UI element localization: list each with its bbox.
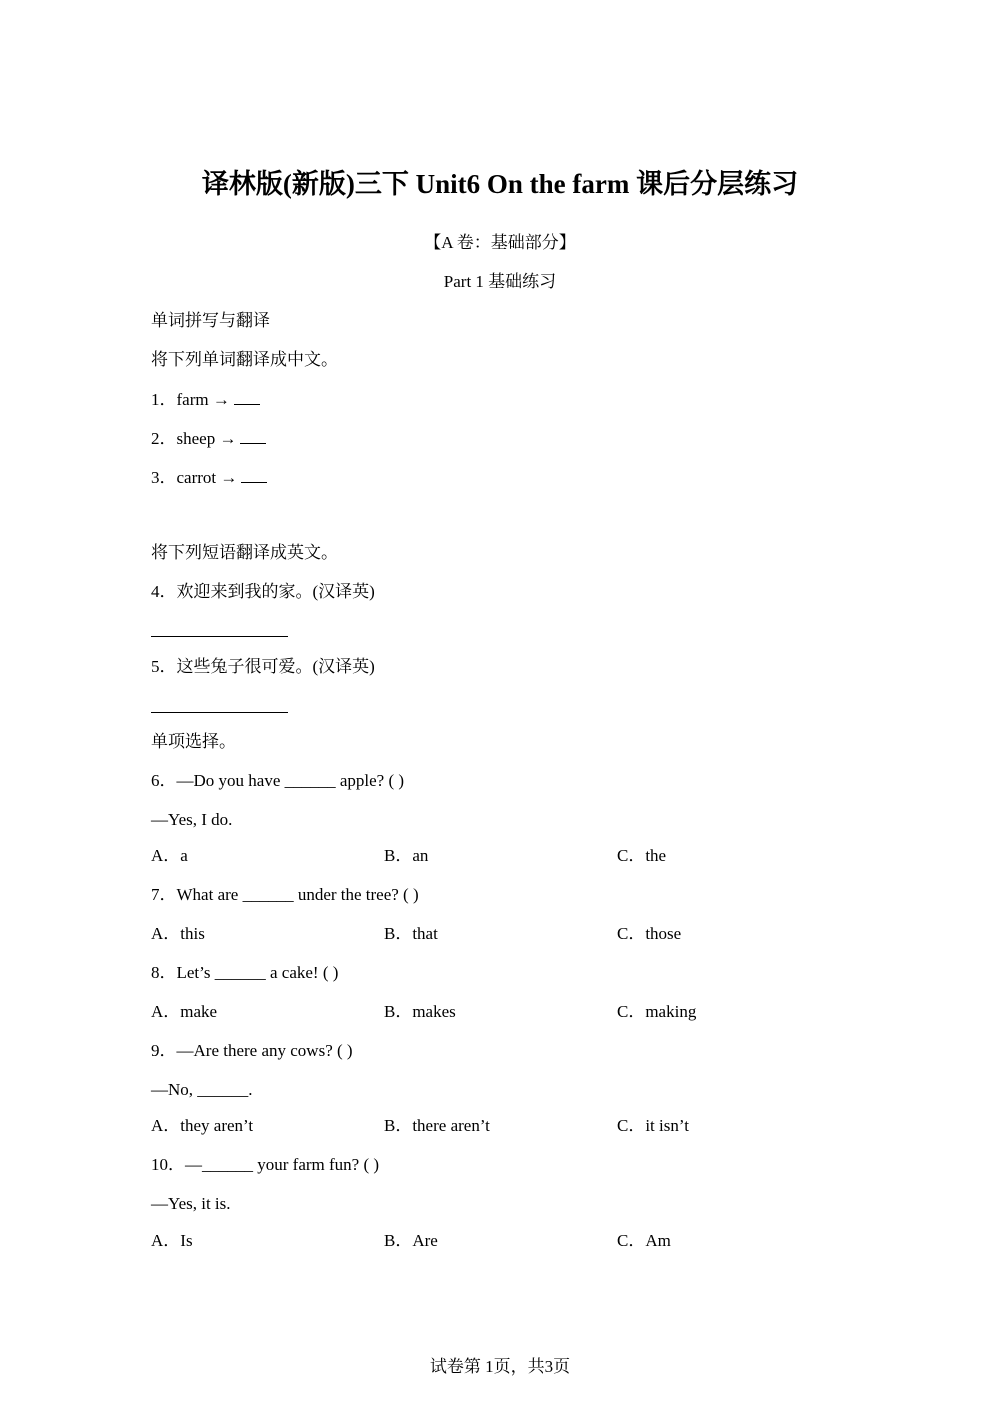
vocab-item: 1．farm → bbox=[151, 390, 260, 408]
page-footer: 试卷第 1页，共3页 bbox=[429, 1357, 571, 1376]
vocab-item: 3．carrot → bbox=[151, 468, 267, 486]
section-label: 【A 卷：基础部分】 bbox=[424, 233, 576, 252]
option-b[interactable]: B．makes bbox=[384, 1002, 456, 1021]
vocab-instruction: 将下列单词翻译成中文。 bbox=[151, 350, 338, 369]
phrase-item: 4．欢迎来到我的家。(汉译英) bbox=[151, 582, 375, 601]
question-reply: —Yes, it is. bbox=[151, 1194, 231, 1213]
vocab-heading: 单词拼写与翻译 bbox=[151, 311, 270, 330]
page-title: 译林版(新版)三下 Unit6 On the farm 课后分层练习 bbox=[201, 169, 799, 199]
answer-blank[interactable] bbox=[240, 429, 266, 444]
option-a[interactable]: A．make bbox=[151, 1002, 218, 1021]
option-b[interactable]: B．there aren’t bbox=[384, 1116, 490, 1135]
option-c[interactable]: C．it isn’t bbox=[617, 1116, 689, 1135]
answer-blank[interactable] bbox=[241, 468, 267, 483]
question: 9．—Are there any cows? ( ) bbox=[151, 1041, 353, 1060]
option-b[interactable]: B．Are bbox=[384, 1231, 438, 1250]
option-a[interactable]: A．this bbox=[151, 924, 205, 943]
option-c[interactable]: C．those bbox=[617, 924, 682, 943]
option-a[interactable]: A．they aren’t bbox=[151, 1116, 254, 1135]
option-c[interactable]: C．the bbox=[617, 846, 667, 865]
phrase-instruction: 将下列短语翻译成英文。 bbox=[151, 543, 338, 562]
question: 6．—Do you have ______ apple? ( ) bbox=[151, 771, 405, 790]
question: 10．—______ your farm fun? ( ) bbox=[151, 1155, 380, 1174]
part-label: Part 1 基础练习 bbox=[443, 272, 557, 291]
answer-line[interactable] bbox=[151, 636, 288, 637]
option-c[interactable]: C．making bbox=[617, 1002, 697, 1021]
answer-blank[interactable] bbox=[234, 390, 260, 405]
option-a[interactable]: A．a bbox=[151, 846, 188, 865]
option-a[interactable]: A．Is bbox=[151, 1231, 193, 1250]
vocab-item: 2．sheep → bbox=[151, 429, 266, 447]
question-reply: —No, ______. bbox=[151, 1080, 253, 1099]
option-b[interactable]: B．an bbox=[384, 846, 429, 865]
option-c[interactable]: C．Am bbox=[617, 1231, 671, 1250]
question-reply: —Yes, I do. bbox=[151, 810, 233, 829]
option-b[interactable]: B．that bbox=[384, 924, 438, 943]
choice-heading: 单项选择。 bbox=[151, 732, 236, 751]
question: 7．What are ______ under the tree? ( ) bbox=[151, 885, 419, 904]
phrase-item: 5．这些兔子很可爱。(汉译英) bbox=[151, 657, 375, 676]
answer-line[interactable] bbox=[151, 712, 288, 713]
question: 8．Let’s ______ a cake! ( ) bbox=[151, 963, 339, 982]
